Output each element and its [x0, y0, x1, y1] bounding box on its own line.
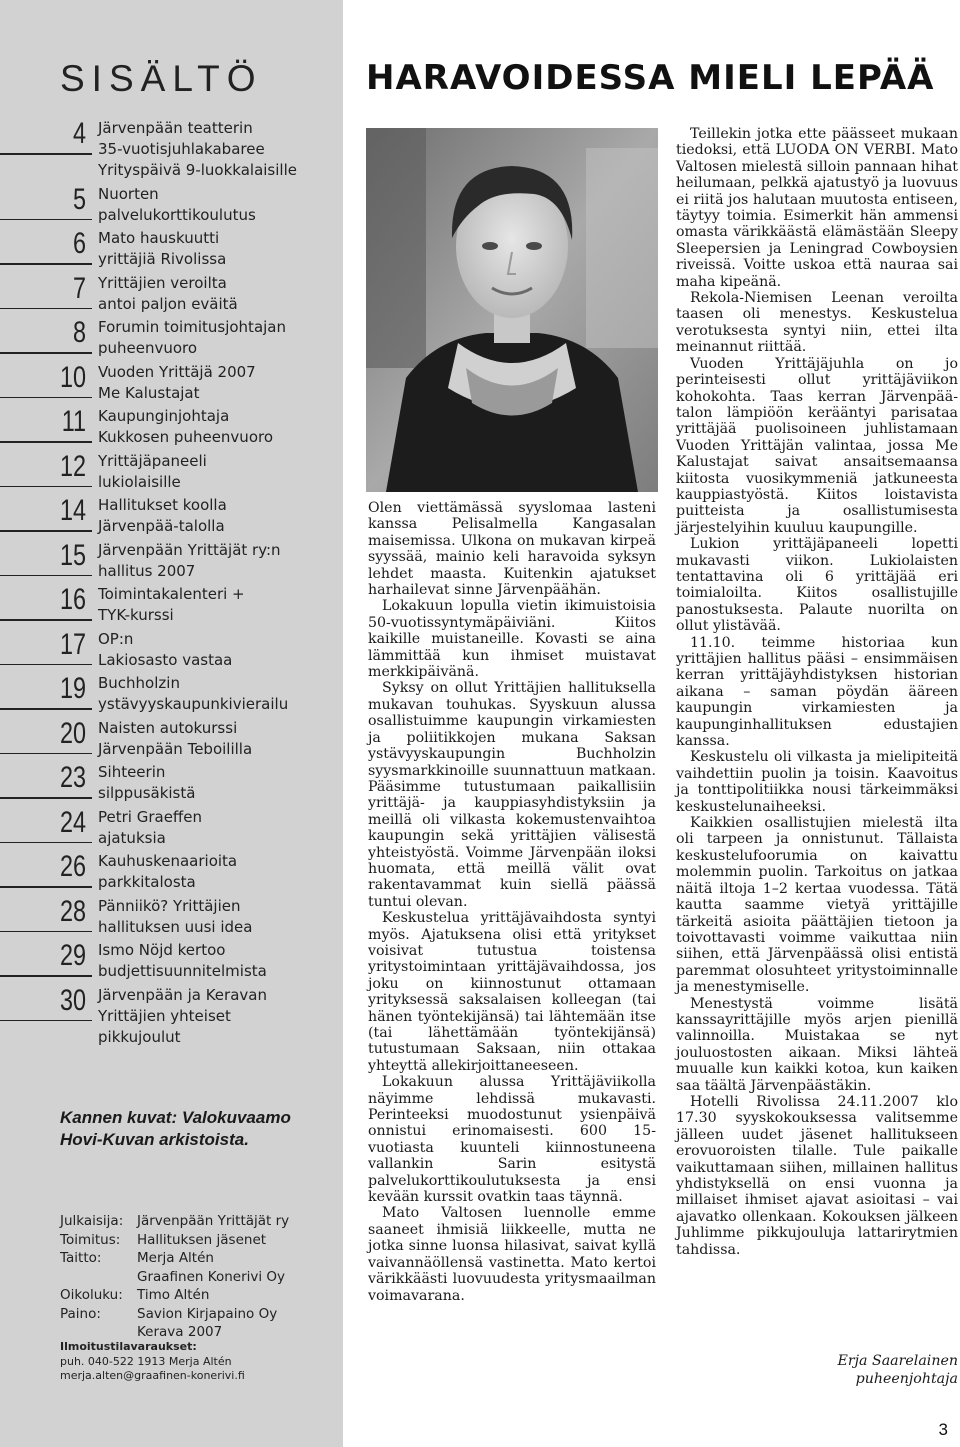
contents-entry-line: Järvenpää-talolla [98, 517, 225, 535]
author-photo-image [366, 128, 658, 492]
contents-entry-line: Kukkosen puheenvuoro [98, 428, 274, 446]
contents-entry-line: Kaupunginjohtaja [98, 407, 230, 425]
contents-entry-line: Järvenpään Yrittäjät ry:n [98, 540, 281, 559]
contents-entry-line: budjettisuunnitelmista [98, 962, 267, 980]
contents-rule [0, 530, 92, 532]
contents-entry-line: Forumin toimitusjohtajan [98, 318, 286, 336]
article-headline: HARAVOIDESSA MIELI LEPÄÄ [366, 58, 935, 98]
contents-entry-line: antoi paljon eväitä [98, 294, 238, 313]
contents-entry-line: TYK-kurssi [98, 606, 174, 624]
contents-entry-line: Hallitukset koolla [98, 496, 227, 514]
article-paragraph: Syksy on ollut Yrittäjien hallituksella mukavan touhukas. Syyskuun alussa osallistuimme kaupungin virkamiesten ja poliitikkojen mukana Saksan ystävyyskaupungin Buchholzin syysmarkkinoille suunnattuun matkaan. Pääsimme tutustumaan paikallisiin yrittäjä- ja kauppiasyhdistyksiin ja meillä oli vilkasta kokemustenvaihtoa kaupungin sekä yrittäjien välisestä yhteistyöstä. Voimme Järvenpään iloksi huomata, että meillä välit ovat rakentavammat kuin siellä päässä tuntui olevan. [368, 680, 656, 910]
contents-entry-line: ystävyyskaupunkivierailu [98, 695, 289, 713]
contents-entry-line: OP:n [98, 629, 134, 648]
cover-credit [60, 1107, 320, 1151]
contents-entry-line: yrittäjiä Rivolissa [98, 250, 227, 268]
imprint-value: Graafinen Konerivi Oy [137, 1268, 286, 1285]
contents-entry-title [98, 985, 338, 1048]
imprint [60, 1212, 340, 1342]
contents-entry [0, 762, 343, 807]
contents-entry-title [98, 673, 338, 715]
contents-entry [0, 184, 343, 229]
imprint-row [60, 1231, 340, 1250]
contents-entry-line: 35-vuotisjuhlakabaree [98, 140, 265, 158]
contents-entry-line: Buchholzin [98, 674, 180, 692]
contents-page-number: 24 [59, 805, 86, 839]
contents-entry-title [98, 718, 338, 760]
contents-entry [0, 451, 343, 496]
contents-page-number: 7 [72, 271, 86, 305]
contents-entry-line: Järvenpään ja Keravan [98, 985, 267, 1004]
contents-entry-title [98, 317, 338, 359]
contents-entry-line: hallituksen uusi idea [98, 917, 253, 936]
contents-entry-line: parkkitalosta [98, 873, 196, 891]
contents-entry-line: Järvenpään teatterin [98, 119, 253, 137]
contents-page-number: 5 [72, 182, 86, 216]
imprint-row [60, 1249, 340, 1268]
imprint-value: Merja Altén [137, 1250, 214, 1266]
contents-entry [0, 985, 343, 1051]
contents-page-number: 11 [61, 405, 86, 438]
imprint-row [60, 1268, 340, 1287]
contents-entry [0, 228, 343, 273]
contents-page-number: 14 [59, 494, 86, 527]
contents-rule [0, 575, 92, 577]
article-column-right [676, 126, 958, 1258]
contents-entry-title [98, 451, 338, 493]
contents-entry-line: palvelukorttikoulutus [98, 205, 256, 224]
contents-entry-title [98, 896, 338, 938]
contents-entry-title [98, 495, 338, 537]
contents-entry [0, 362, 343, 407]
contents-rule [0, 397, 92, 399]
contents-rule [0, 975, 92, 977]
contents-rule [0, 441, 92, 443]
contents-entry-title [98, 228, 338, 270]
article-paragraph: Lokakuun lopulla vietin ikimuistoisia 50-vuotissyntymäpäiviäni. Kiitos kaikille muistaneille. Kovasti se aina lämmittää kun ihmiset muistavat merkkipäivänä. [368, 598, 656, 681]
contents-entry-line: Mato hauskuutti [98, 229, 220, 247]
author-photo [366, 128, 658, 492]
contents-entry-title [98, 940, 338, 982]
contents-rule [0, 153, 92, 155]
contents-rule [0, 1020, 92, 1022]
contents-entry-line: Vuoden Yrittäjä 2007 [98, 362, 256, 381]
contents-entry-line: hallitus 2007 [98, 561, 196, 580]
contents-entry-title [98, 807, 338, 849]
contents-entry-line: Yrittäjien yhteiset [98, 1006, 231, 1025]
contents-entry-line: Me Kalustajat [98, 383, 200, 402]
contents-entry-line: Yrityspäivä 9-luokkalaisille [98, 161, 297, 179]
contents-rule [0, 219, 92, 221]
contents-entry-title [98, 362, 338, 404]
imprint-row [60, 1212, 340, 1231]
cover-credit-line: Kannen kuvat: Valokuvaamo [60, 1108, 291, 1127]
imprint-value: Savion Kirjapaino Oy [137, 1305, 278, 1322]
contents-entry-title [98, 406, 338, 448]
contents-entry-line: puheenvuoro [98, 339, 198, 357]
contents-entry [0, 273, 343, 318]
imprint-row [60, 1323, 340, 1342]
contents-entry-title [98, 118, 338, 181]
contents-page-number: 30 [59, 983, 86, 1017]
contents-entry-line: Pänniikö? Yrittäjien [98, 896, 241, 915]
contents-entry [0, 851, 343, 896]
contents-page-number: 17 [59, 627, 86, 661]
imprint-row [60, 1286, 340, 1305]
ad-booking-email: merja.alten@graafinen-konerivi.fi [60, 1369, 245, 1382]
contents-rule [0, 486, 92, 488]
article-paragraph: Hotelli Rivolissa 24.11.2007 klo 17.30 syyskokouksessa valitsemme jälleen uudet jäsenet hallitukseen erovuoroisten tilalle. Tule paikalle vaikuttamaan siihen, millainen hallitus yhdistyksellä on ensi vuonna ja millaiset ihmiset ajavat asioitasi – vai ajavatko ollenkaan. Kokouksen jälkeen Juhlimme pikkujouluja lattarirytmien tahdissa. [676, 1093, 958, 1258]
contents-entry [0, 940, 343, 985]
contents-rule [0, 886, 92, 888]
contents-entry-title [98, 273, 338, 315]
contents-entry-title [98, 762, 338, 804]
contents-list [0, 118, 343, 1050]
contents-entry [0, 540, 343, 585]
contents-entry-line: Järvenpään Teboililla [98, 739, 253, 758]
imprint-value: Timo Altén [137, 1287, 210, 1303]
contents-page-number: 29 [59, 939, 86, 972]
contents-rule [0, 352, 92, 354]
article-paragraph: Mato Valtosen luennolle emme saaneet ihmisiä liikkeelle, mutta ne jotka sinne luonsa hilasivat, saivat kyllä vaivannäöllensä vastinetta. Mato kertoi värikkäästi luovuudesta yritysmaailman voimavarana. [368, 1205, 656, 1304]
contents-entry-title [98, 851, 338, 893]
contents-entry-line: Sihteerin [98, 763, 166, 781]
contents-page-number: 16 [59, 583, 86, 616]
contents-rule [0, 842, 92, 844]
article-column-left [368, 500, 656, 1304]
contents-entry-title [98, 540, 338, 582]
contents-entry-line: Yrittäjäpaneeli [98, 451, 207, 470]
contents-rule [0, 931, 92, 933]
contents-page-number: 6 [72, 227, 86, 260]
ad-booking-phone: puh. 040-522 1913 Merja Altén [60, 1354, 232, 1368]
contents-entry-line: Toimintakalenteri + [98, 585, 245, 603]
imprint-label: Julkaisija: [60, 1213, 124, 1229]
article-paragraph: Menestystä voimme lisätä kanssayrittäjille myös arjen pienillä valinnoilla. Muistakaa se nyt jouluostosten aikaan. Miksi lähteä muualle kun kaikki kotoa, kun kaiken saa täältä Järvenpäästäkin. [676, 995, 958, 1094]
contents-rule [0, 708, 92, 710]
contents-entry-line: Nuorten [98, 184, 159, 203]
contents-title: SISÄLTÖ [60, 58, 263, 99]
contents-entry-line: Kauhuskenaarioita [98, 852, 238, 870]
contents-page-number: 8 [72, 316, 86, 349]
contents-page-number: 12 [59, 449, 86, 483]
contents-rule [0, 797, 92, 799]
contents-entry-line: lukiolaisille [98, 472, 181, 491]
imprint-label: Paino: [60, 1305, 101, 1322]
imprint-label: Taitto: [60, 1250, 102, 1266]
contents-rule [0, 753, 92, 755]
contents-page-number: 19 [59, 672, 86, 705]
contents-entry [0, 629, 343, 674]
contents-entry-title [98, 584, 338, 626]
contents-entry [0, 673, 343, 718]
contents-page-number: 28 [59, 894, 86, 928]
article-paragraph: Keskustelu oli vilkasta ja mielipiteitä vaihdettiin puolin ja toisin. Kaavoitus ja tonttipolitiikka nousi tärkeimmäksi keskustelunaiheeksi. [676, 749, 958, 815]
imprint-label: Toimitus: [60, 1231, 121, 1248]
contents-entry-line: Lakiosasto vastaa [98, 650, 233, 669]
article-paragraph: Olen viettämässä syyslomaa lasteni kanssa Pelisalmella Kangasalan maisemissa. Ulkona on mukavan kirpeä syyssää, mainio keli haravoida syksyn lehdet maasta. Kuitenkin ajatukset harhailevat sinne Järvenpäähän. [368, 500, 656, 599]
article-paragraph: Keskustelua yrittäjävaihdosta syntyi myös. Ajatuksena olisi että yritykset voisivat tutustua toistensa yritystoimintaan yrittäjävaihdossa, jos joku on kiinnostunut ottamaan yrityksessä saksalaisen kolleegan (tai hänen työntekijänsä) tai lähtemään itse (tai lähettämään työntekijänsä) tutustumaan Saksaan, niin ottakaa yhteyttä allekirjoittaneeseen. [368, 910, 656, 1074]
contents-page-number: 15 [59, 538, 86, 572]
contents-entry [0, 807, 343, 852]
contents-page-number: 4 [72, 117, 86, 150]
contents-entry [0, 718, 343, 763]
contents-entry-line: silppusäkistä [98, 784, 196, 802]
contents-rule [0, 263, 92, 265]
contents-rule [0, 619, 92, 621]
article-paragraph: Rekola-Niemisen Leenan veroilta taasen oli menestys. Keskustelua verotuksesta syntyi niin, ettei ilta meinannut riittää. [676, 290, 958, 356]
article-paragraph: Lokakuun alussa Yrittäjäviikolla näyimme lehdissä mukavasti. Perinteeksi muodostunut ysienpäivä onnistui erinomaisesti. 600 15-vuotiasta kuunteli kiinnostuneena vallankin Sarin esitystä palvelukorttikoulutuksesta ja ensi kevään kurssit ovatkin taas täynnä. [368, 1074, 656, 1206]
contents-entry [0, 118, 343, 184]
article-paragraph: Lukion yrittäjäpaneeli lopetti mukavasti viikon. Lukiolaisten tentattavina oli 6 yrittäjää eri toimialoilta. Kiitos osallistujille panostuksesta. Palaute nuorilta on ollut ylistävää. [676, 536, 958, 635]
contents-entry-title [98, 184, 338, 226]
cover-credit-line: Hovi-Kuvan arkistoista. [60, 1130, 249, 1149]
contents-rule [0, 308, 92, 310]
signature-name: Erja Saarelainen [837, 1353, 958, 1369]
imprint-label: Oikoluku: [60, 1287, 123, 1303]
contents-entry-line: Naisten autokurssi [98, 718, 238, 737]
ad-booking-info [60, 1340, 245, 1384]
contents-entry [0, 406, 343, 451]
contents-entry [0, 495, 343, 540]
contents-page-number: 10 [59, 360, 86, 394]
contents-sidebar [0, 0, 343, 1447]
signature-title: puheenjohtaja [855, 1371, 958, 1387]
contents-entry-line: Petri Graeffen [98, 807, 203, 826]
imprint-value: Hallituksen jäsenet [137, 1231, 267, 1248]
contents-entry-line: ajatuksia [98, 828, 166, 847]
contents-page-number: 20 [59, 716, 86, 750]
imprint-row [60, 1305, 340, 1324]
article-paragraph: Kaikkien osallistujien mielestä ilta oli tarpeen ja onnistunut. Tällaista keskustelufoorumia on kaivattu molemmin puolin. Tarkoitus on jatkaa näitä iltoja 1–2 kertaa vuodessa. Tätä kautta saamme vietyä yrittäjille tärkeitä asioita päättäjien tietoon ja toivottavasti voimme vaikuttaa niin siihen, että Järvenpäässä olisi entistä paremmat olosuhteet yritystoiminnalle ja menestymiselle. [676, 815, 958, 996]
ad-booking-title: Ilmoitustilavaraukset: [60, 1340, 197, 1353]
article-paragraph: Vuoden Yrittäjäjuhla on jo perinteisesti ollut yrittäjäviikon kohokohta. Taas kerran Järvenpää-talon lämpiöön kerääntyi parisataa yrittäjää puolisoineen juhlistamaan Vuoden Yrittäjän valintaa, jossa Me Kalustajat saivat ansaitsemaansa kiitosta vuosikymmeniä jatkuneesta kauppiastyöstä. Kiitos loistavista puitteista ja osallistumisesta järjestelyihin kuuluu kaupungille. [676, 355, 958, 536]
contents-entry-title [98, 629, 338, 671]
page-number: 3 [938, 1420, 948, 1439]
contents-rule [0, 664, 92, 666]
contents-entry-line: Yrittäjien veroilta [98, 273, 227, 292]
contents-entry-line: pikkujoulut [98, 1027, 181, 1046]
imprint-value: Kerava 2007 [137, 1324, 223, 1340]
imprint-value: Järvenpään Yrittäjät ry [137, 1213, 290, 1229]
contents-entry [0, 317, 343, 362]
article-paragraph: 11.10. teimme historiaa kun yrittäjien hallitus pääsi – ensimmäisen kerran yrittäjäyhdistyksen historian aikana – saman pöydän ääreen kaupungin virkamiesten ja kaupunginhallituksen edustajien kanssa. [676, 634, 958, 750]
signature [676, 1352, 958, 1388]
article-paragraph: Teillekin jotka ette päässeet mukaan tiedoksi, että LUODA ON VERBI. Mato Valtosen mielestä silloin pannaan hihat heilumaan, pelkkä ajatustyö ja luovuus ei riitä jos halutaan muutosta entiseen, täytyy toimia. Esimerkit hän ammensi omasta värikkäästä elämästään Sleepy Sleepersien ja Leningrad Cowboysien riveissä. Voitte uskoa että nauraa sai maha kipeänä. [676, 126, 958, 290]
contents-page-number: 23 [59, 761, 86, 794]
contents-entry [0, 896, 343, 941]
contents-entry-line: Ismo Nöjd kertoo [98, 941, 226, 959]
contents-page-number: 26 [59, 850, 86, 883]
contents-entry [0, 584, 343, 629]
